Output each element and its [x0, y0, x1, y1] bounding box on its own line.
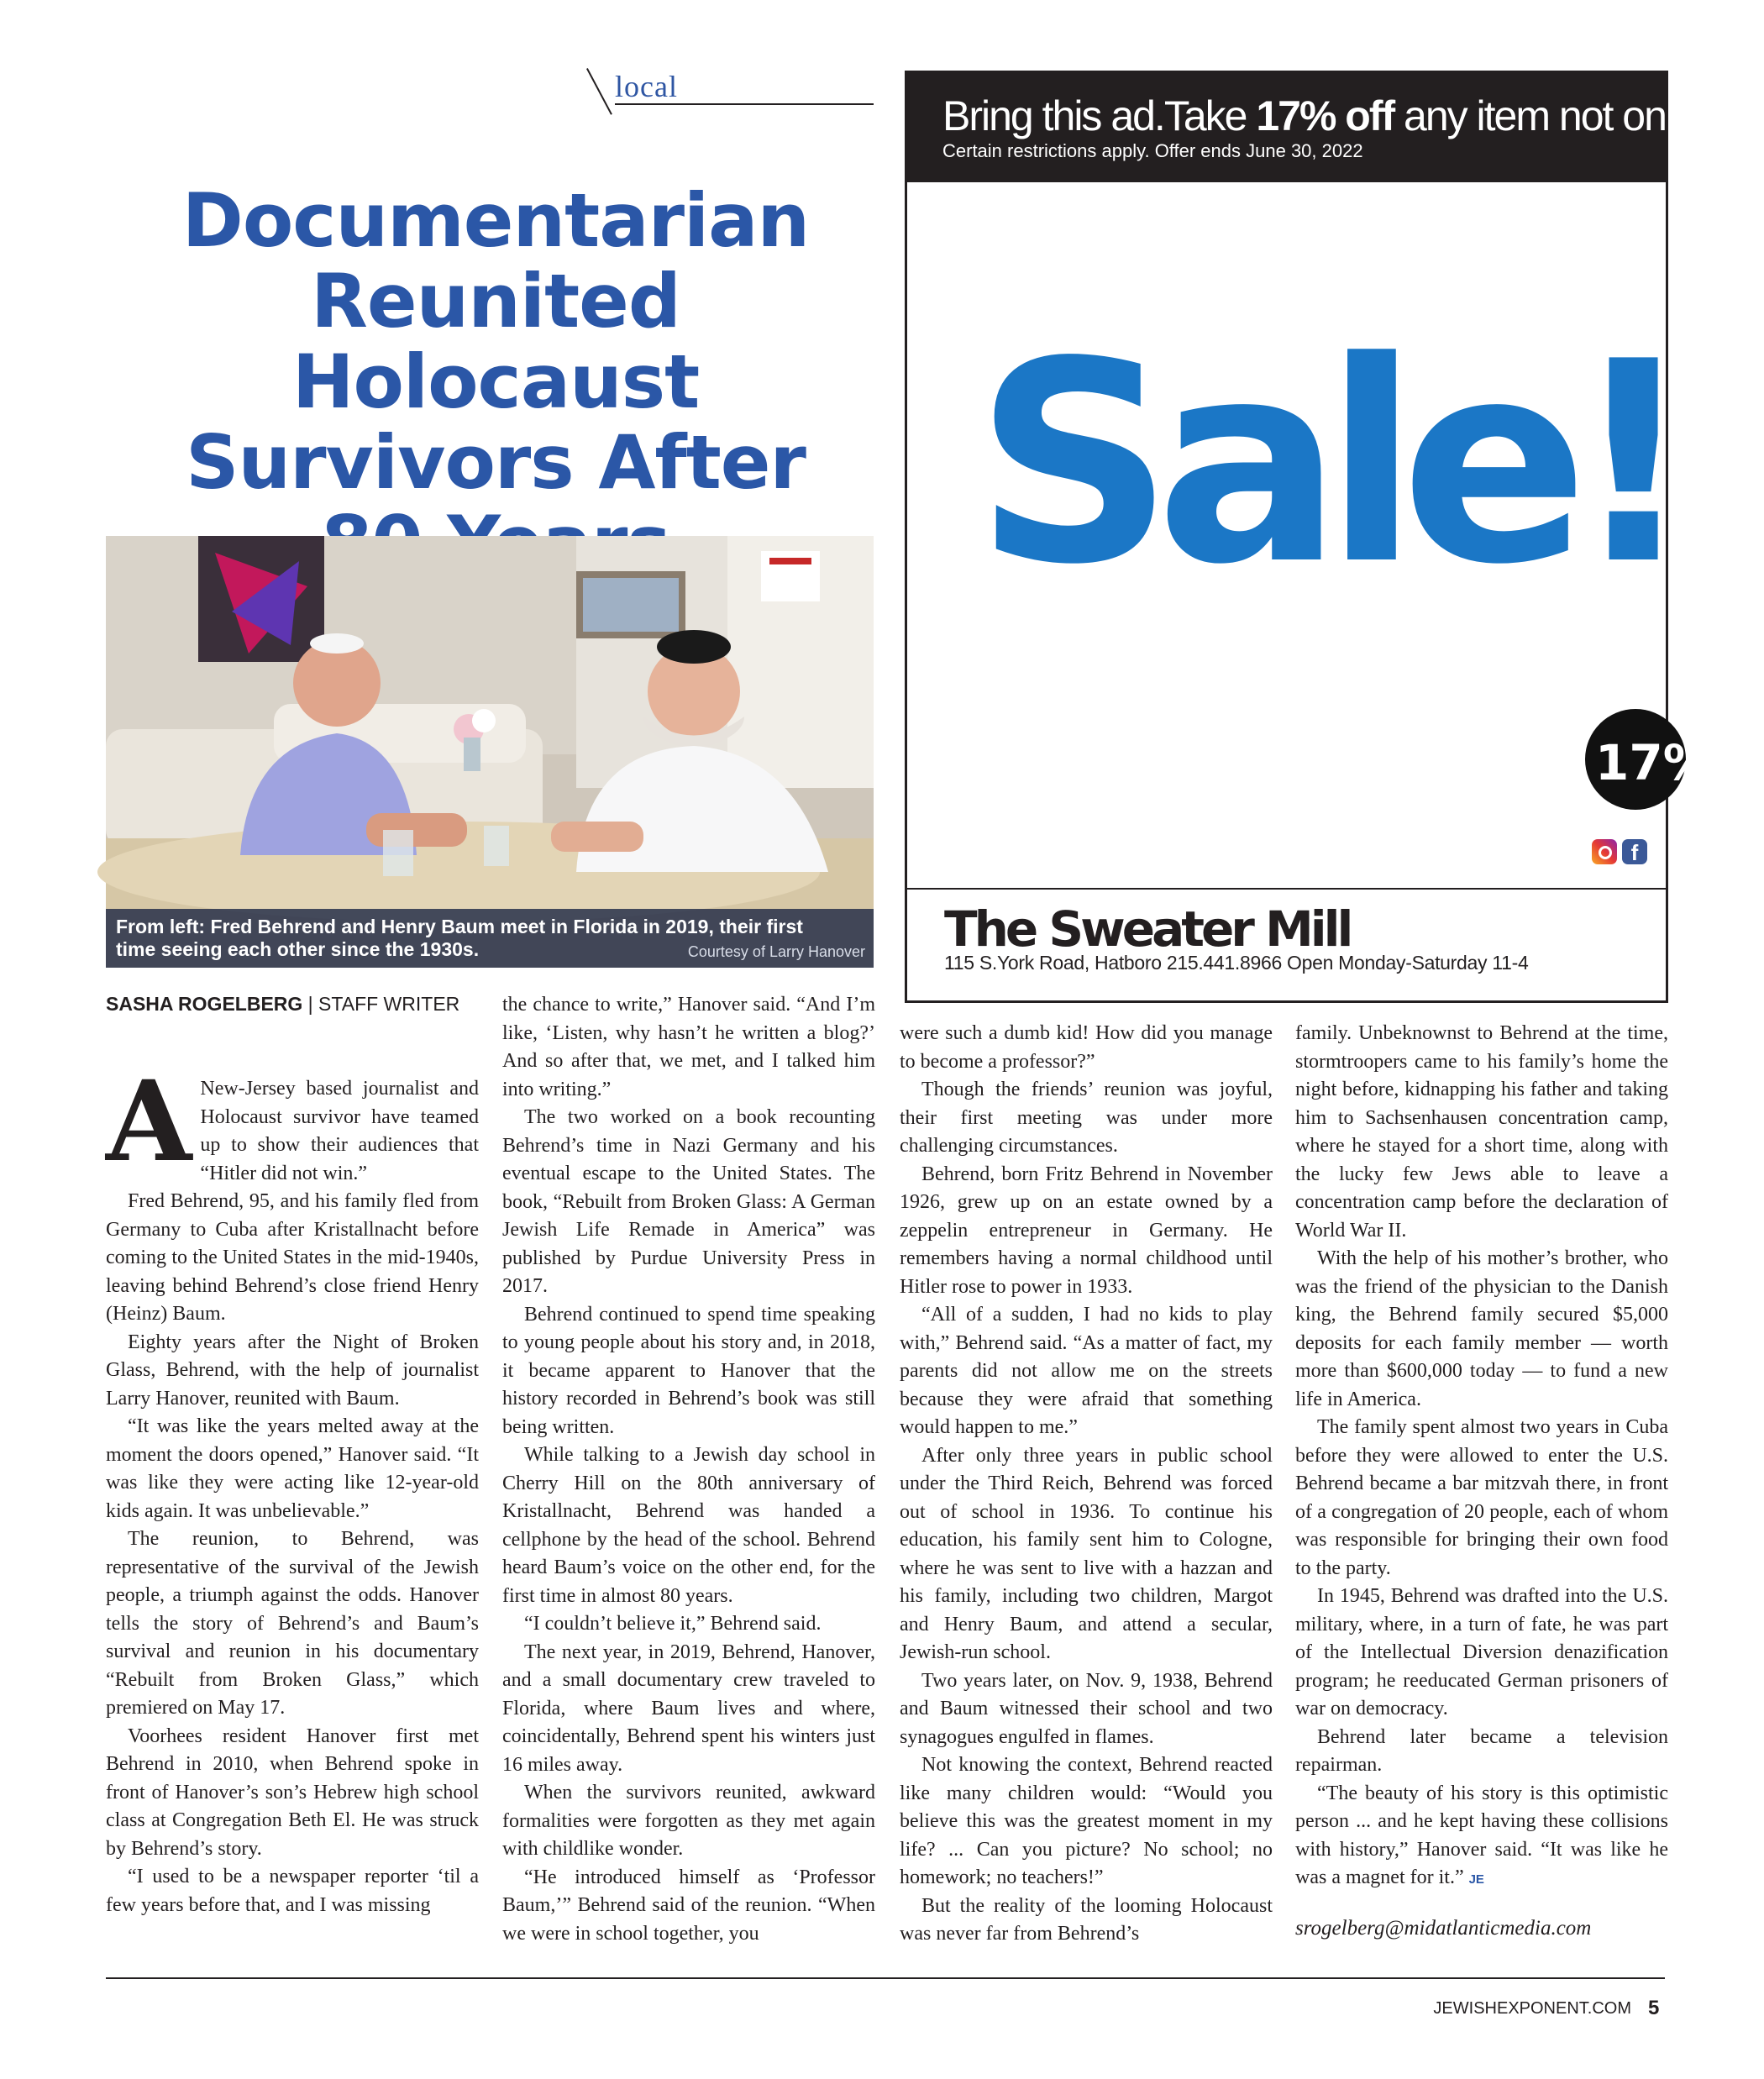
- section-slash: [586, 68, 612, 115]
- sweater-mill-ad: [905, 71, 1756, 1003]
- ad-tagline-post: any item not on sale.: [1394, 92, 1756, 139]
- drop-cap: A: [106, 1057, 192, 1187]
- paragraph-text: “The beauty of his story is this optimistic person ... and he kept having these collisions with history,” Hanover said. “It was like he was a magnet for it.”: [1295, 1782, 1668, 1888]
- byline: [106, 993, 459, 1016]
- paragraph: But the reality of the looming Holocaust was never far from Behrend’s: [900, 1894, 1273, 1945]
- section-rule: [615, 103, 874, 105]
- signoff-mark: JE: [1468, 1872, 1484, 1887]
- paragraph: “I couldn’t believe it,” Behrend said.: [524, 1613, 822, 1635]
- article-headline: [105, 177, 886, 584]
- ad-sale-word: Sale!: [974, 302, 1678, 625]
- paragraph: the chance to write,” Hanover said. “And I’m like, ‘Listen, why hasn’t he written a blog?’ And so after that, we met, and I talked him into writing.”: [502, 994, 875, 1100]
- ad-address: 115 S.York Road, Hatboro 215.441.8966 Open Monday-Saturday 11-4: [944, 952, 1529, 974]
- paragraph: Behrend continued to spend time speaking to young people about his story and, in 2018, it became apparent to Hanover that the history recorded in Behrend’s book was still being written.: [502, 1303, 875, 1438]
- page-number: 5: [1648, 1997, 1660, 2019]
- paragraph: After only three years in public school under the Third Reich, Behrend was forced out of school in 1936. To continue his education, his family sent him to Cologne, where he was sent to live with a hazzan and his family, including two children, Margot and Henry Baum, and attend a secular, Jewish-run school.: [900, 1444, 1273, 1663]
- social-icons: [1592, 839, 1652, 864]
- ad-header: [907, 73, 1756, 182]
- paragraph: “All of a sudden, I had no kids to play with,” Behrend said. “As a matter of fact, my parents did not allow me on the streets because they were afraid that something would happen to me.”: [900, 1304, 1273, 1438]
- paragraph: were such a dumb kid! How did you manage to become a professor?”: [900, 1022, 1273, 1073]
- byline-separator: |: [307, 993, 313, 1015]
- paragraph: Not knowing the context, Behrend reacted like many children would: “Would you believe this was the greatest moment in my life? ... Can you picture? No school; no homework; no teachers!”: [900, 1754, 1273, 1888]
- headline-line: Documentarian: [181, 177, 810, 264]
- headline-line: Survivors After: [186, 419, 806, 506]
- ad-brand-name: The Sweater Mill: [944, 900, 1351, 958]
- paragraph: Voorhees resident Hanover first met Behrend in 2010, when Behrend spoke in front of Hanover’s son’s Hebrew high school class at Congregation Beth El. He was struck by Behrend’s story.: [106, 1725, 479, 1860]
- paragraph: The family spent almost two years in Cuba before they were allowed to enter the U.S. Behrend became a bar mitzvah there, in front of a congregation of 20 people, each of whom was responsible for bringing their own food to the party.: [1295, 1416, 1668, 1579]
- paragraph: When the survivors reunited, awkward formalities were forgotten as they met again with childlike wonder.: [502, 1782, 875, 1860]
- paragraph-text: New-Jersey based journalist and Holocaust survivor have teamed up to show their audiences that “Hitler did not win.”: [200, 1078, 479, 1184]
- paragraph: “I used to be a newspaper reporter ‘til a few years before that, and I was missing: [106, 1866, 479, 1916]
- paragraph: Fred Behrend, 95, and his family fled from Germany to Cuba after Kristallnacht before coming to the United States in the mid-1940s, leaving behind Behrend’s close friend Henry (Heinz) Baum.: [106, 1190, 479, 1325]
- footer-rule: [106, 1977, 1665, 1979]
- section-label-text: local: [615, 70, 678, 103]
- ad-divider: [907, 888, 1666, 890]
- article-photo: [106, 536, 874, 968]
- facebook-icon[interactable]: f: [1622, 839, 1647, 864]
- paragraph: [1295, 1780, 1668, 1894]
- byline-name: SASHA ROGELBERG: [106, 993, 303, 1015]
- paragraph: Two years later, on Nov. 9, 1938, Behrend and Baum witnessed their school and two synagogues engulfed in flames.: [900, 1669, 1273, 1748]
- article-column-3: [900, 1020, 1273, 1949]
- paragraph: The next year, in 2019, Behrend, Hanover, and a small documentary crew traveled to Florida, where Baum lives and where, coincidentally, Behrend spent his winters just 16 miles away.: [502, 1641, 875, 1776]
- ad-tagline: [942, 92, 1756, 140]
- paragraph: In 1945, Behrend was drafted into the U.S. military, where, in a turn of fate, he was part of the Intellectual Diversion denazification program; he reeducated German prisoners of war on democracy.: [1295, 1585, 1668, 1719]
- paragraph: Behrend, born Fritz Behrend in November 1926, grew up on an estate owned by a zeppelin entrepreneur in Germany. He remembers having a normal childhood until Hitler rose to power in 1933.: [900, 1163, 1273, 1298]
- article-column-1: [106, 1057, 479, 1919]
- article-column-2: [502, 991, 875, 1948]
- byline-role: STAFF WRITER: [318, 993, 460, 1015]
- author-email[interactable]: srogelberg@midatlanticmedia.com: [1295, 1917, 1592, 1940]
- headline-line: Reunited Holocaust: [291, 258, 700, 425]
- paragraph: Eighty years after the Night of Broken Glass, Behrend, with the help of journalist Larry Hanover, reunited with Baum.: [106, 1331, 479, 1410]
- paragraph: While talking to a Jewish day school in Cherry Hill on the 80th anniversary of Kristallnacht, Behrend was handed a cellphone by the head of the school. Behrend heard Baum’s voice on the other end, for the first time in almost 80 years.: [502, 1444, 875, 1607]
- photo-caption: From left: Fred Behrend and Henry Baum meet in Florida in 2019, their first time seeing each other since the 1930s.: [116, 916, 803, 960]
- paragraph: [106, 1057, 479, 1188]
- footer-site[interactable]: JEWISHEXPONENT.COM: [1433, 1999, 1631, 2018]
- ad-tagline-discount: 17% off: [1256, 92, 1394, 139]
- paragraph: Behrend later became a television repairman.: [1295, 1725, 1668, 1776]
- paragraph: “It was like the years melted away at the moment the doors opened,” Hanover said. “It was like they were acting like 12-year-old kids again. It was unbelievable.”: [106, 1415, 479, 1522]
- article-column-4: [1295, 1020, 1668, 1894]
- instagram-icon[interactable]: [1592, 839, 1617, 864]
- paragraph: The reunion, to Behrend, was representative of the survival of the Jewish people, a triumph against the odds. Hanover tells the story of Behrend’s and Baum’s survival and reunion in his documentary “Rebuilt from Broken Glass,” which premiered on May 17.: [106, 1528, 479, 1719]
- section-label: [571, 64, 874, 111]
- paragraph: “He introduced himself as ‘Professor Baum,’” Behrend said of the reunion. “When we were in school together, you: [502, 1866, 875, 1945]
- discount-badge-text: 17%: [1595, 734, 1712, 791]
- photo-credit: Courtesy of Larry Hanover: [687, 943, 865, 960]
- paragraph: family. Unbeknownst to Behrend at the time, stormtroopers came to his family’s home the night before, kidnapping his father and taking him to Sachsenhausen concentration camp, where he stayed for a short time, along with the lucky few Jews able to leave a concentration camp before the declaration of World War II.: [1295, 1022, 1668, 1242]
- ad-restrictions: Certain restrictions apply. Offer ends June 30, 2022: [942, 140, 1363, 161]
- ad-tagline-pre: Bring this ad.Take: [942, 92, 1257, 139]
- paragraph: The two worked on a book recounting Behrend’s time in Nazi Germany and his eventual escape to the United States. The book, “Rebuilt from Broken Glass: A German Jewish Life Remade in America” was published by Purdue University Press in 2017.: [502, 1106, 875, 1297]
- paragraph: Though the friends’ reunion was joyful, their first meeting was under more challenging circumstances.: [900, 1079, 1273, 1157]
- discount-badge: [1585, 709, 1712, 810]
- paragraph: With the help of his mother’s brother, who was the friend of the physician to the Danish king, the Behrend family secured $5,000 deposits for each family member — worth more than $600,000 today — to fund a new life in America.: [1295, 1247, 1668, 1410]
